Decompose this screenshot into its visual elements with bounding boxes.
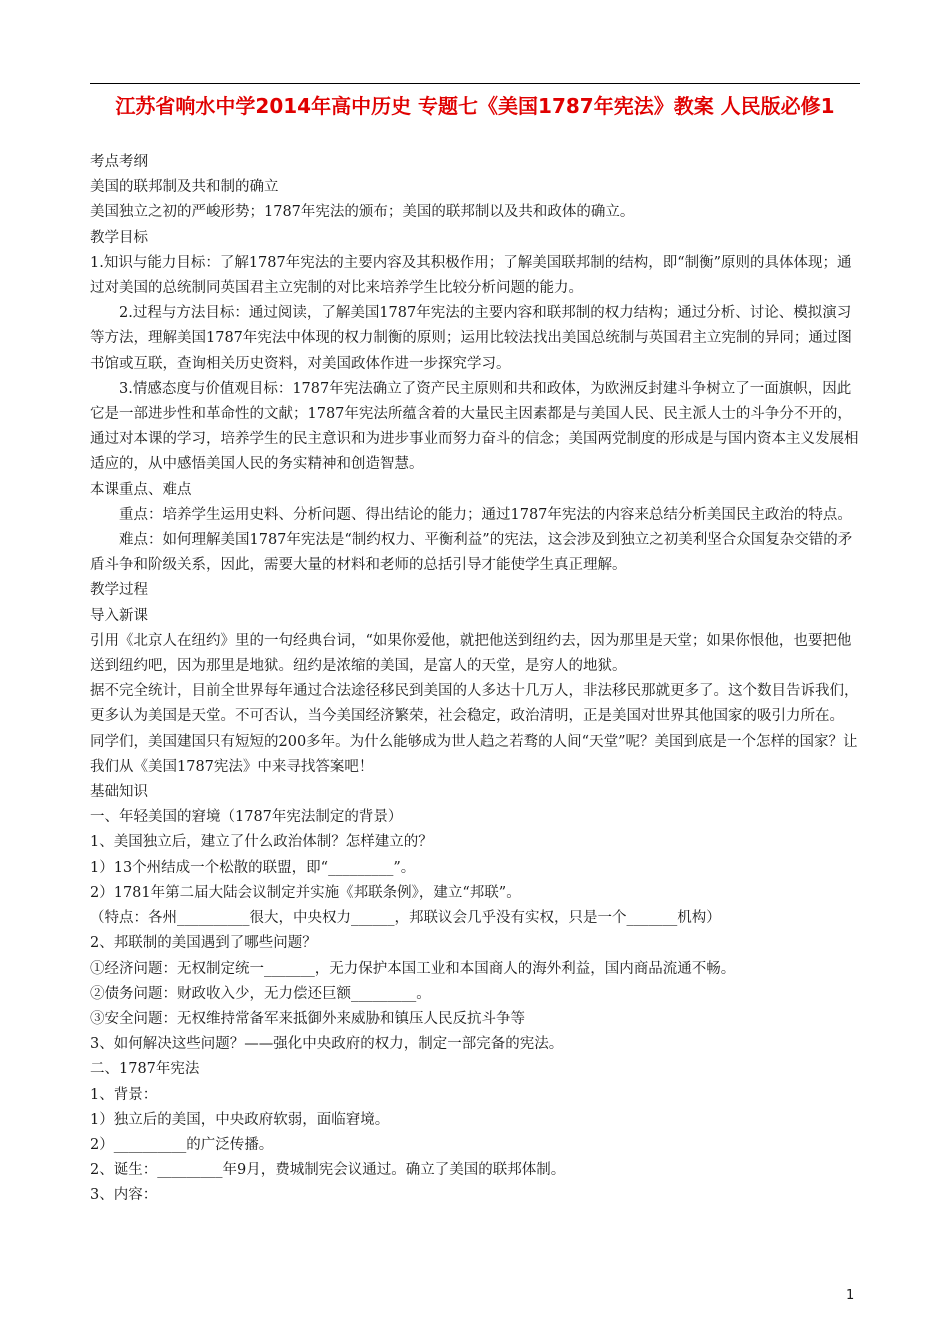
heading-daoru: 导入新课 bbox=[90, 607, 148, 624]
page-number: 1 bbox=[846, 1288, 855, 1303]
list-item: 2、诞生：_________年9月，费城制宪会议通过。确立了美国的联邦体制。 bbox=[90, 1162, 566, 1179]
heading-jiaoxue-guocheng: 教学过程 bbox=[90, 582, 148, 599]
paragraph: 美国的联邦制及共和制的确立 bbox=[90, 179, 279, 196]
list-item: 2）1781年第二届大陆会议制定并实施《邦联条例》，建立“邦联”。 bbox=[90, 884, 521, 901]
document-title: 江苏省响水中学2014年高中历史 专题七《美国1787年宪法》教案 人民版必修1 bbox=[115, 94, 835, 118]
list-item: 1）13个州结成一个松散的联盟，即“_________”。 bbox=[90, 859, 416, 876]
header-rule bbox=[90, 83, 860, 84]
paragraph: 同学们，美国建国只有短短的200多年。为什么能够成为世人趋之若骛的人间“天堂”呢？美国到底是一个怎样的国家？让我们从《美国1787宪法》中来寻找答案吧！ bbox=[90, 733, 858, 775]
list-item: 1、美国独立后，建立了什么政治体制？怎样建立的？ bbox=[90, 834, 433, 851]
list-item: ①经济问题：无权制定统一_______，无力保护本国工业和本国商人的海外利益，国内商品流通不畅。 bbox=[90, 960, 736, 977]
document-body bbox=[90, 150, 860, 1209]
list-item: 2）__________的广泛传播。 bbox=[90, 1136, 274, 1153]
paragraph: 难点：如何理解美国1787年宪法是“制约权力、平衡利益”的宪法，这会涉及到独立之初美利坚合众国复杂交错的矛盾斗争和阶级关系，因此，需要大量的材料和老师的总括引导才能使学生真正理解。 bbox=[90, 532, 853, 574]
list-item: 3、内容： bbox=[90, 1187, 158, 1204]
heading-jiaoxue-mubiao: 教学目标 bbox=[90, 229, 148, 246]
paragraph: 3.情感态度与价值观目标：1787年宪法确立了资产民主原则和共和政体，为欧洲反封建斗争树立了一面旗帜，因此它是一部进步性和革命性的文献；1787年宪法所蕴含着的大量民主因素都是与美国人民、民主派人士的斗争分不开的，通过对本课的学习，培养学生的民主意识和为进步事业而努力奋斗的信念；美国两党制度的形成是与国内资本主义发展相适应的，从中感悟美国人民的务实精神和创造智慧。 bbox=[90, 380, 859, 473]
list-item: 3、如何解决这些问题？——强化中央政府的权力，制定一部完备的宪法。 bbox=[90, 1036, 564, 1053]
section-heading: 二、1787年宪法 bbox=[90, 1061, 200, 1078]
list-item: 2、邦联制的美国遇到了哪些问题？ bbox=[90, 935, 317, 952]
section-heading: 一、年轻美国的窘境（1787年宪法制定的背景） bbox=[90, 809, 403, 826]
paragraph: 引用《北京人在纽约》里的一句经典台词，“如果你爱他，就把他送到纽约去，因为那里是天堂；如果你恨他，也要把他送到纽约吧，因为那里是地狱。纽约是浓缩的美国，是富人的天堂，是穷人的地狱。 bbox=[90, 632, 852, 675]
paragraph: 2.过程与方法目标：通过阅读，了解美国1787年宪法的主要内容和联邦制的权力结构；通过分析、讨论、模拟演习等方法，理解美国1787年宪法中体现的权力制衡的原则；运用比较法找出美国总统制与英国君主立宪制的异同；通过图书馆或互联，查询相关历史资料，对美国政体作进一步探究学习。 bbox=[90, 305, 852, 372]
list-item: 1）独立后的美国，中央政府软弱，面临窘境。 bbox=[90, 1111, 390, 1128]
paragraph: 重点：培养学生运用史料、分析问题、得出结论的能力；通过1787年宪法的内容来总结分析美国民主政治的特点。 bbox=[119, 506, 852, 523]
paragraph: 据不完全统计，目前全世界每年通过合法途径移民到美国的人多达十几万人，非法移民那就更多了。这个数目告诉我们，更多认为美国是天堂。不可否认，当今美国经济繁荣，社会稳定，政治清明，正是美国对世界其他国家的吸引力所在。 bbox=[90, 683, 859, 725]
heading-jichu-zhishi: 基础知识 bbox=[90, 784, 148, 801]
heading-zhongdian-nandian: 本课重点、难点 bbox=[90, 481, 192, 498]
paragraph: 1.知识与能力目标：了解1787年宪法的主要内容及其积极作用；了解美国联邦制的结构，即“制衡”原则的具体体现；通过对美国的总统制同英国君主立宪制的对比来培养学生比较分析问题的能力。 bbox=[90, 254, 852, 297]
list-item: （特点：各州__________很大，中央权力______，邦联议会几乎没有实权，只是一个_______机构） bbox=[90, 910, 721, 927]
list-item: 1、背景： bbox=[90, 1086, 158, 1103]
list-item: ③安全问题：无权维持常备军来抵御外来威胁和镇压人民反抗斗争等 bbox=[90, 1010, 525, 1027]
heading-kaodian: 考点考纲 bbox=[90, 154, 148, 170]
paragraph: 美国独立之初的严峻形势；1787年宪法的颁布；美国的联邦制以及共和政体的确立。 bbox=[90, 204, 635, 221]
list-item: ②债务问题：财政收入少，无力偿还巨额_________。 bbox=[90, 985, 431, 1002]
